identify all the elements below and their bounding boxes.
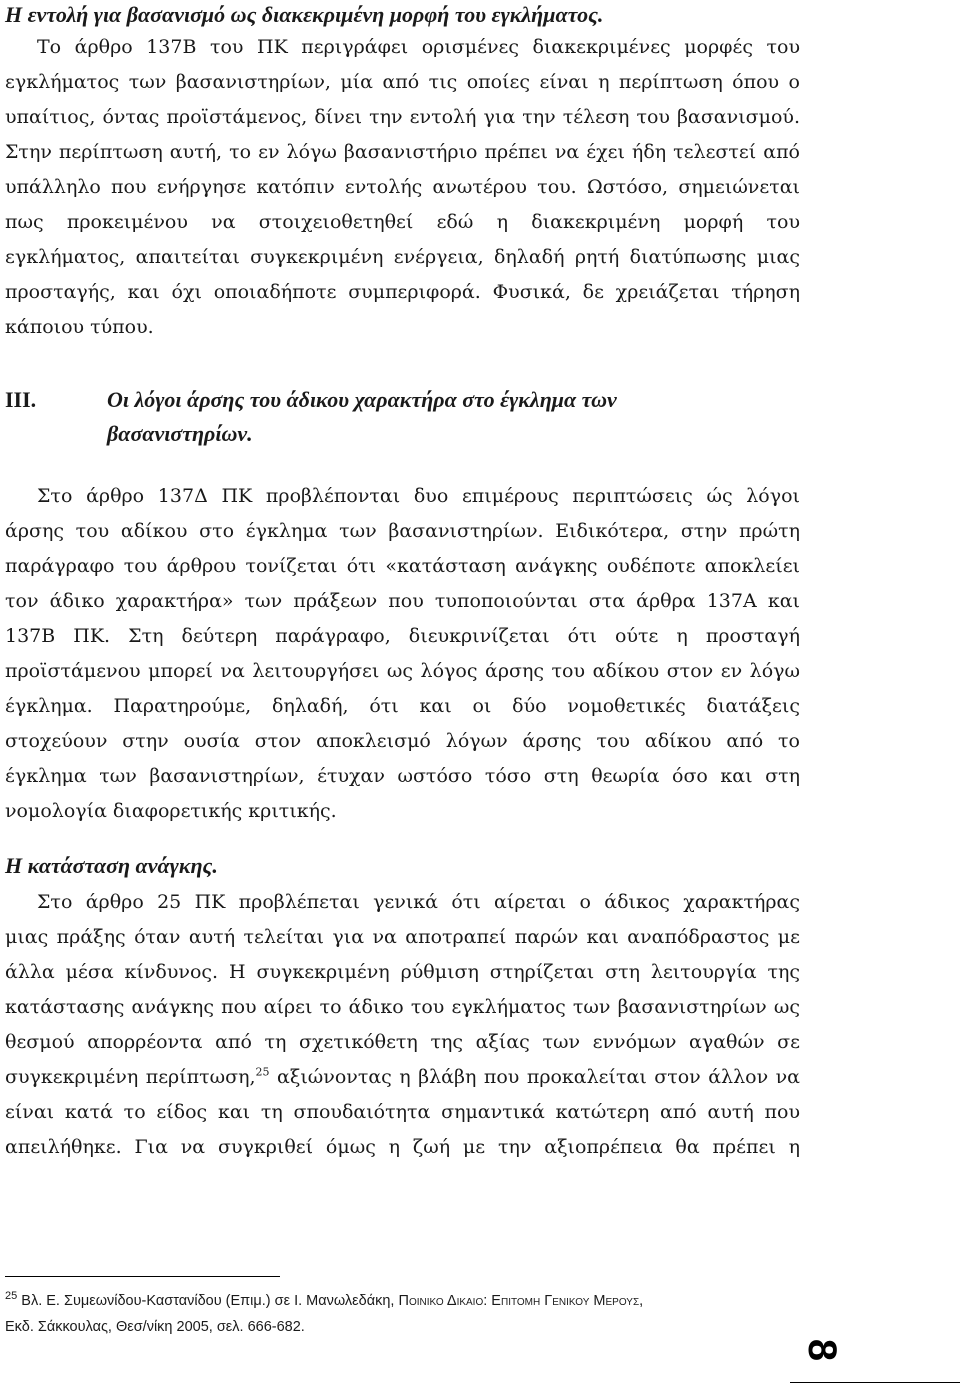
text-line: απειλήθηκε. Για να συγκριθεί όμως η ζωή με την αξιοπρέπεια θα πρέπει η (5, 1136, 800, 1158)
text-line: είναι κατά το είδος και τη σπουδαιότητα σημαντικά κατώτερη από αυτή που (5, 1101, 800, 1123)
footnote-text: Βλ. Ε. Συμεωνίδου-Καστανίδου (Επιμ.) σε Ι. Μανωλεδάκη, (17, 1293, 399, 1309)
section-title-line: βασανιστηρίων. (107, 421, 253, 446)
text-line: παράγραφο του άρθρου τονίζεται ότι «κατάσταση ανάγκης ουδέποτε αποκλείει (5, 555, 800, 577)
text-line: έγκλημα. Παρατηρούμε, δηλαδή, ότι και οι δύο νομοθετικές διατάξεις (5, 695, 800, 717)
section-heading-state-of-necessity: Η κατάσταση ανάγκης. (5, 853, 218, 878)
footnote-line (5, 1288, 795, 1314)
text-line: υπαίτιος, όντας προϊστάμενος, δίνει την εντολή για την τέλεση του βασανισμού. (5, 106, 800, 128)
footnote-reference[interactable]: 25 (255, 1065, 270, 1079)
paragraph-order-for-torture (5, 30, 800, 345)
text-line: νομολογία διαφορετικής κριτικής. (5, 800, 337, 822)
section-number: ΙΙΙ. (5, 387, 37, 412)
text-line: μιας πράξης όταν αυτή τελείται για να αποτραπεί παρών και αναπόδραστος με (5, 926, 800, 948)
text-line: κάποιου τύπου. (5, 316, 154, 338)
text-line: προϊστάμενου μπορεί να λειτουργήσει ως λόγος άρσης του αδίκου στον εν λόγω (5, 660, 800, 682)
footnote-line: Εκδ. Σάκκουλας, Θεσ/νίκη 2005, σελ. 666-682. (5, 1319, 305, 1335)
text-line: άλλα μέσα κίνδυνος. Η συγκεκριμένη ρύθμιση στηρίζεται στη λειτουργία της (5, 961, 800, 983)
text-line: Στο άρθρο 25 ΠΚ προβλέπεται γενικά ότι αίρεται ο άδικος χαρακτήρας (37, 891, 800, 913)
section-title-line: Οι λόγοι άρσης του άδικου χαρακτήρα στο έγκλημα των (107, 387, 617, 412)
page-number: 8 (800, 1338, 844, 1362)
footnote-number: 25 (5, 1290, 18, 1303)
text-line: πως προκειμένου να στοιχειοθετηθεί εδώ η διακεκριμένη μορφή του (5, 211, 800, 233)
text-line: υπάλληλο που ενήργησε κατόπιν εντολής ανωτέρου του. Ωστόσο, σημειώνεται (5, 176, 800, 198)
footnote-book-title: Ποινικο Δικαιο: Επιτομη Γενικου Μερους (398, 1293, 640, 1309)
text-segment: αξιώνοντας η βλάβη που προκαλείται στον άλλον να (269, 1066, 800, 1088)
section-heading-order-for-torture: Η εντολή για βασανισμό ως διακεκριμένη μορφή του εγκλήματος. (5, 2, 604, 27)
text-line: άρσης του αδίκου στο έγκλημα των βασανιστηρίων. Ειδικότερα, στην πρώτη (5, 520, 800, 542)
footnote-text: , (639, 1293, 644, 1309)
text-line: Το άρθρο 137Β του ΠΚ περιγράφει ορισμένες διακεκριμένες μορφές του (37, 36, 800, 58)
text-line: 137Β ΠΚ. Στη δεύτερη παράγραφο, διευκρινίζεται ότι ούτε η προσταγή (5, 625, 800, 647)
text-line: προσταγής, και όχι οποιαδήποτε συμπεριφορά. Φυσικά, δε χρειάζεται τήρηση (5, 281, 800, 303)
text-line: κατάστασης ανάγκης που αίρει το άδικο του εγκλήματος των βασανιστηρίων ως (5, 996, 800, 1018)
paragraph-grounds-of-justification (5, 479, 800, 829)
text-line: εγκλήματος των βασανιστηρίων, μία από τις οποίες είναι η περίπτωση όπου ο (5, 71, 800, 93)
section-title (107, 383, 727, 451)
section-heading-iii (5, 383, 800, 451)
text-line: στοχεύουν στην ουσία στον αποκλεισμό λόγων άρσης του αδίκου από το (5, 730, 800, 752)
text-line: θεσμού απορρέοντα από τη σχετικόθετη της αξίας των εννόμων αγαθών σε (5, 1031, 800, 1053)
text-line: έγκλημα των βασανιστηρίων, έτυχαν ωστόσο τόσο στη θεωρία όσο και στη (5, 765, 800, 787)
footnote (5, 1288, 795, 1340)
document-page (5, 0, 800, 1165)
text-line: Στο άρθρο 137Δ ΠΚ προβλέπονται δυο επιμέρους περιπτώσεις ώς λόγοι (37, 485, 800, 507)
paragraph-state-of-necessity (5, 885, 800, 1165)
footnote-separator (5, 1276, 280, 1277)
text-line: τον άδικο χαρακτήρα» των πράξεων που τυποποιούνται στα άρθρα 137Α και (5, 590, 800, 612)
text-segment: συγκεκριμένη περίπτωση, (5, 1066, 256, 1088)
text-line: Στην περίπτωση αυτή, το εν λόγω βασανιστήριο πρέπει να έχει ήδη τελεστεί από (5, 141, 800, 163)
text-line: εγκλήματος, απαιτείται συγκεκριμένη ενέργεια, δηλαδή ρητή διατύπωσης μιας (5, 246, 800, 268)
text-line (5, 1060, 800, 1095)
